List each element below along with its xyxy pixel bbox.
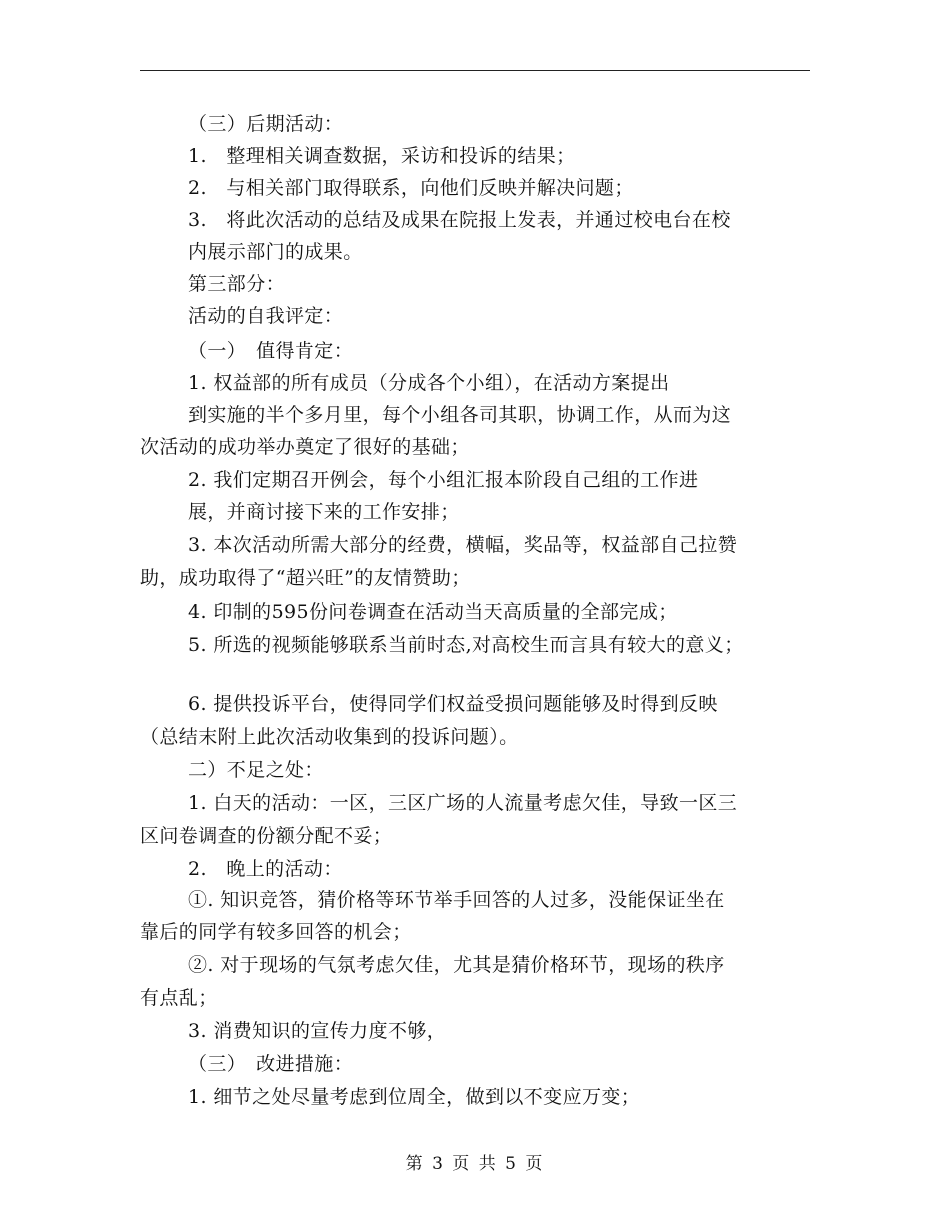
text-line: 5. 所选的视频能够联系当前时态,对高校生而言具有较大的意义；	[188, 634, 744, 656]
text-line: 3. 消费知识的宣传力度不够，	[188, 1020, 447, 1042]
text-line: 2. 与相关部门取得联系，向他们反映并解决问题；	[188, 177, 634, 199]
section-heading: （三） 改进措施：	[188, 1053, 354, 1075]
text-line: ②. 对于现场的气氛考虑欠佳，尤其是猜价格环节，现场的秩序	[188, 954, 725, 976]
text-line: 4. 印制的595份问卷调查在活动当天高质量的全部完成；	[188, 601, 678, 623]
text-line: 3. 本次活动所需大部分的经费，横幅，奖品等，权益部自己拉赞	[188, 534, 738, 556]
section-heading: 二）不足之处：	[188, 759, 324, 781]
text-line: ①. 知识竞答，猜价格等环节举手回答的人过多，没能保证坐在	[188, 889, 725, 911]
text-line: 区问卷调查的份额分配不妥；	[140, 825, 393, 847]
text-line: 次活动的成功举办奠定了很好的基础；	[140, 436, 470, 458]
text-line: 1. 整理相关调查数据，采访和投诉的结果；	[188, 145, 576, 167]
text-line: 到实施的半个多月里，每个小组各司其职，协调工作，从而为这	[188, 404, 732, 426]
text-line: 助，成功取得了“超兴旺”的友情赞助；	[140, 567, 471, 589]
section-heading: 第三部分：	[188, 273, 286, 295]
section-heading: （三）后期活动：	[188, 113, 344, 135]
section-heading: （一） 值得肯定：	[188, 340, 354, 362]
text-line: 内展示部门的成果。	[188, 241, 363, 263]
text-line: 展，并商讨接下来的工作安排；	[188, 501, 460, 523]
text-line: 3. 将此次活动的总结及成果在院报上发表，并通过校电台在校	[188, 209, 731, 231]
header-rule	[140, 70, 810, 71]
text-line: 6. 提供投诉平台，使得同学们权益受损问题能够及时得到反映	[188, 693, 718, 715]
section-heading: 活动的自我评定：	[188, 305, 344, 327]
text-line: 有点乱；	[140, 987, 218, 1009]
text-line: 1. 权益部的所有成员（分成各个小组），在活动方案提出	[188, 372, 670, 394]
page-footer: 第 3 页 共 5 页	[405, 1154, 545, 1174]
text-line: 靠后的同学有较多回答的机会；	[140, 921, 412, 943]
text-line: （总结末附上此次活动收集到的投诉问题）。	[140, 726, 519, 748]
text-line: 2. 我们定期召开例会，每个小组汇报本阶段自己组的工作进	[188, 469, 699, 491]
text-line: 1. 白天的活动：一区，三区广场的人流量考虑欠佳，导致一区三	[188, 792, 738, 814]
text-line: 2. 晚上的活动：	[188, 858, 343, 880]
text-line: 1. 细节之处尽量考虑到位周全，做到以不变应万变；	[188, 1086, 641, 1108]
